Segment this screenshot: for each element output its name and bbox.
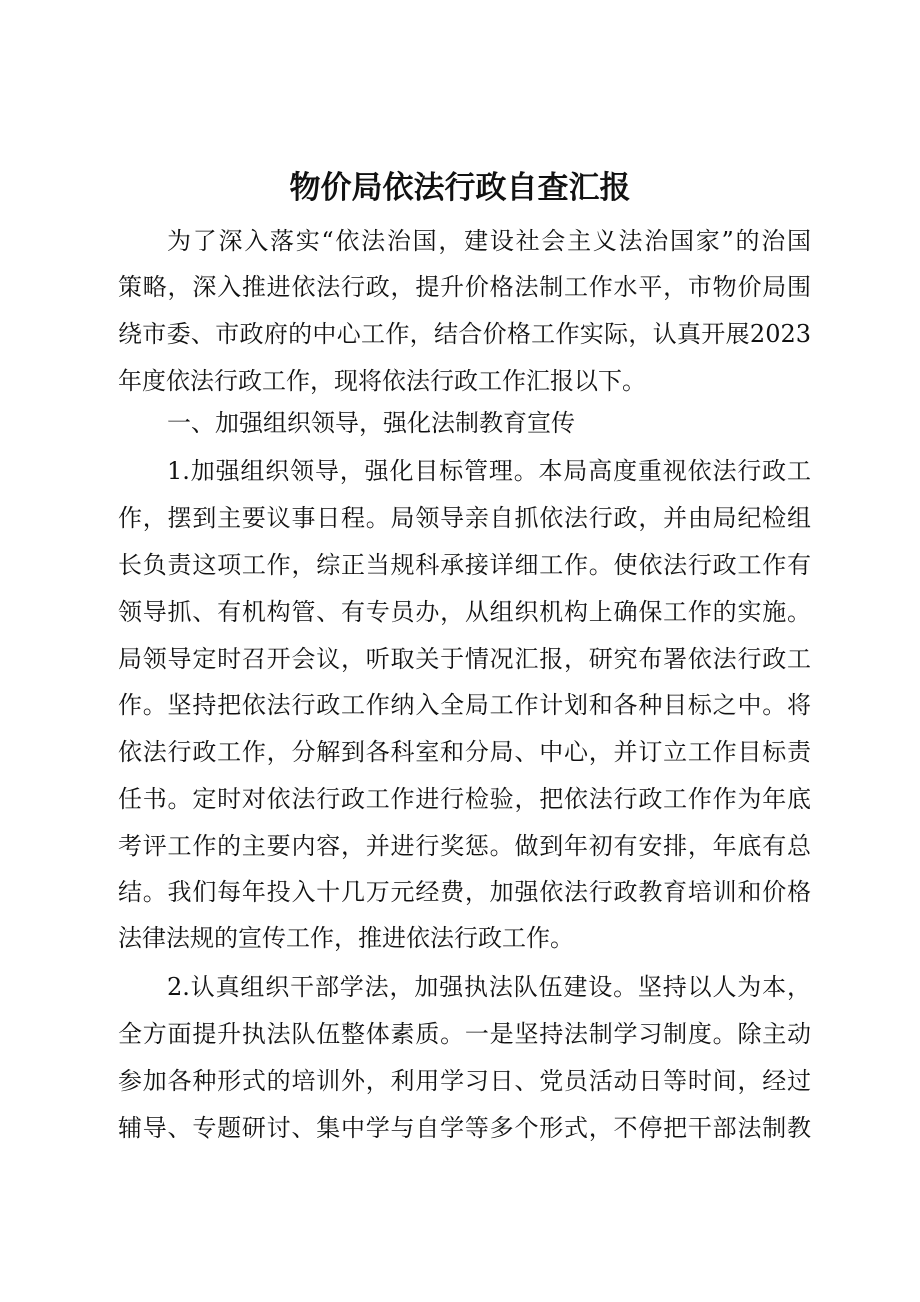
body-line: 领导抓、有机构管、有专员办，从组织机构上确保工作的实施。	[118, 598, 811, 626]
section-heading: 一、加强组织领导，强化法制教育宣传	[167, 409, 575, 437]
body-line: 结。我们每年投入十几万元经费，加强依法行政教育培训和价格	[118, 878, 811, 906]
body-line: 作，摆到主要议事日程。局领导亲自抓依法行政，并由局纪检组	[118, 504, 811, 532]
document-title: 物价局依法行政自查汇报	[289, 170, 631, 206]
body-line: 依法行政工作，分解到各科室和分局、中心，并订立工作目标责	[118, 738, 811, 766]
body-line: 1.加强组织领导，强化目标管理。本局高度重视依法行政工	[167, 457, 811, 485]
body-line: 辅导、专题研讨、集中学与自学等多个形式，不停把干部法制教	[118, 1114, 811, 1142]
body-line: 法律法规的宣传工作，推进依法行政工作。	[118, 924, 574, 952]
body-line: 局领导定时召开会议，听取关于情况汇报，研究布署依法行政工	[118, 645, 811, 673]
body-line: 策略，深入推进依法行政，提升价格法制工作水平，市物价局围	[118, 273, 811, 301]
body-line: 2.认真组织干部学法，加强执法队伍建设。坚持以人为本，	[167, 973, 811, 1001]
body-line: 年度依法行政工作，现将依法行政工作汇报以下。	[118, 367, 646, 395]
body-line: 参加各种形式的培训外，利用学习日、党员活动日等时间，经过	[118, 1067, 811, 1095]
body-line: 全方面提升执法队伍整体素质。一是坚持法制学习制度。除主动	[118, 1020, 811, 1048]
body-line: 为了深入落实“依法治国，建设社会主义法治国家”的治国	[167, 227, 811, 255]
body-line: 考评工作的主要内容，并进行奖惩。做到年初有安排，年底有总	[118, 832, 811, 860]
body-line: 绕市委、市政府的中心工作，结合价格工作实际，认真开展2023	[118, 320, 811, 348]
body-line: 长负责这项工作，综正当规科承接详细工作。使依法行政工作有	[118, 551, 811, 579]
body-line: 任书。定时对依法行政工作进行检验，把依法行政工作作为年底	[118, 785, 811, 813]
body-line: 作。坚持把依法行政工作纳入全局工作计划和各种目标之中。将	[118, 691, 811, 719]
